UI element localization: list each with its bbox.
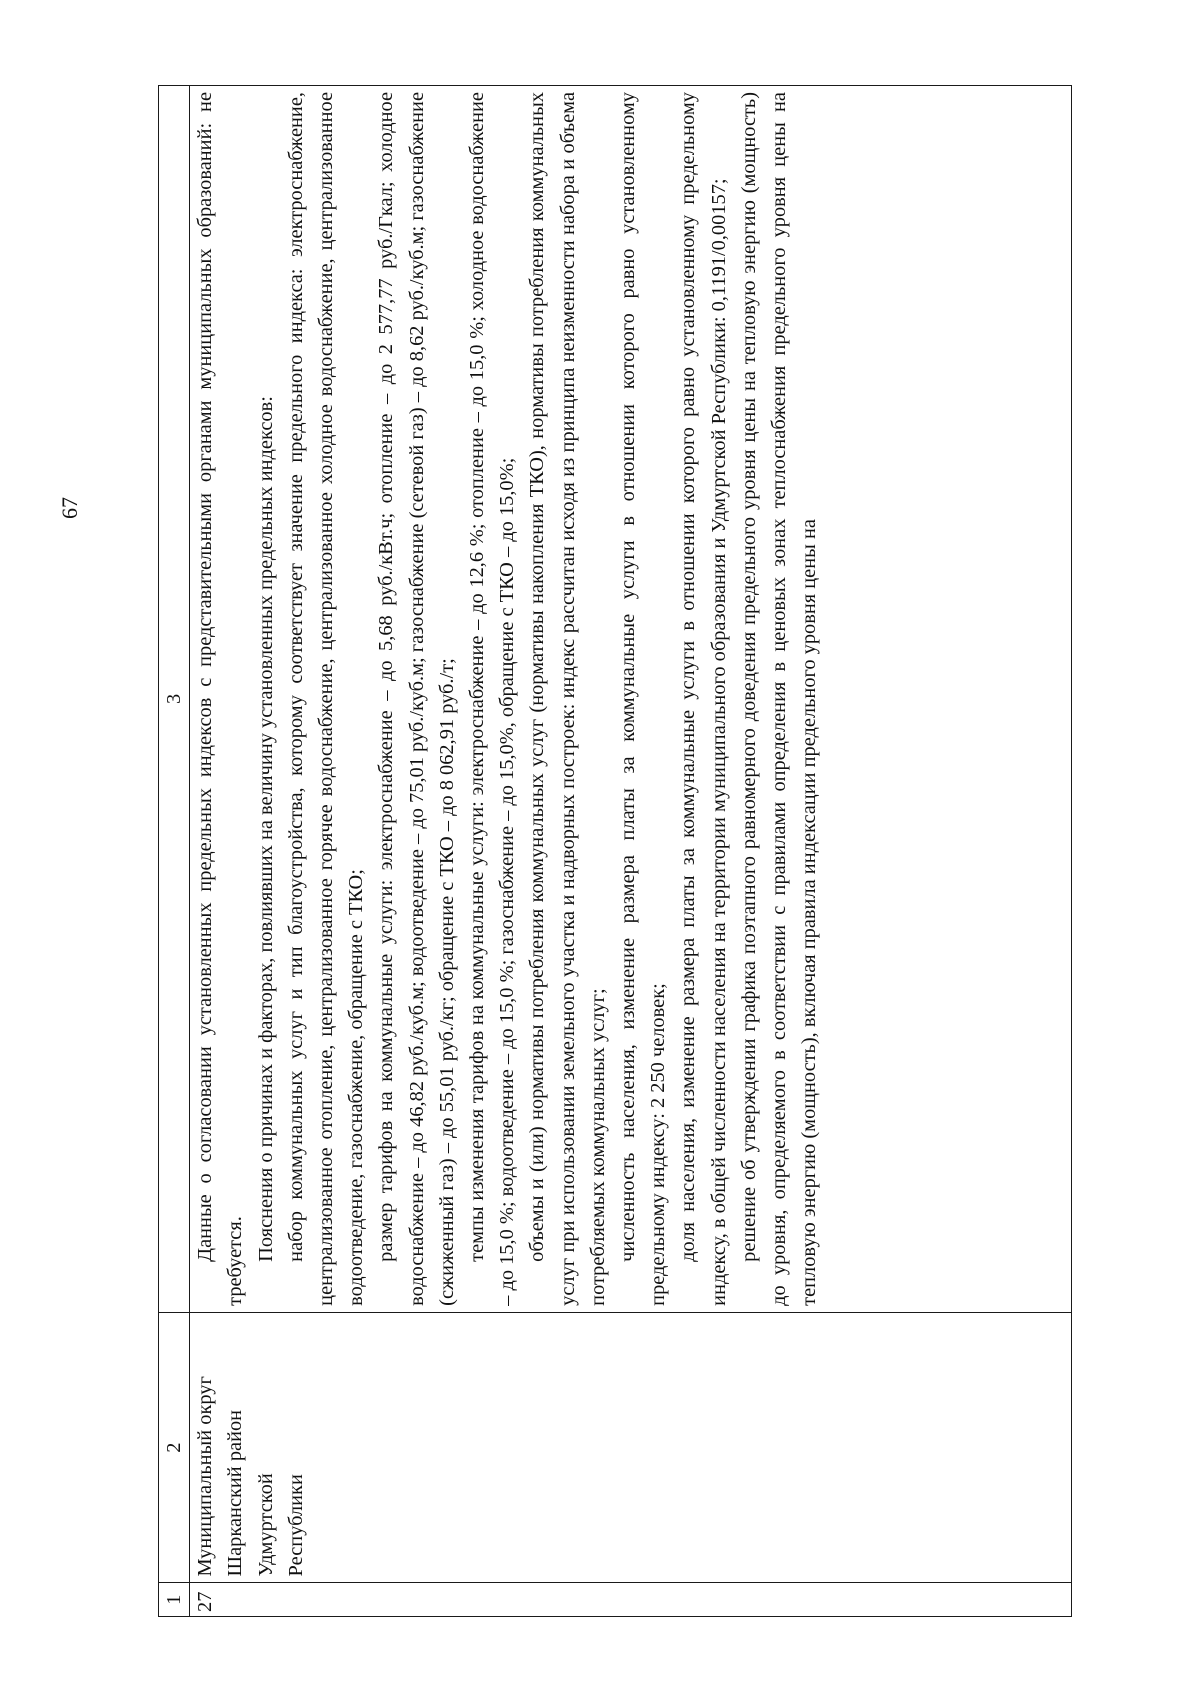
region-cell <box>190 1312 1072 1583</box>
paragraph-population: численность населения, изменение размера платы за коммунальные услуги в отношении которого равно установленному предельному индексу: 2 250 человек; <box>617 92 670 1306</box>
row-number-cell: 27 <box>190 1583 1072 1617</box>
page-number: 67 <box>57 497 82 519</box>
description-cell <box>190 86 1072 1313</box>
paragraph-heat-price: решение об утверждении графика поэтапного равномерного доведения предельного уровня цены на тепловую энергию (мощность) до уровня, определяемого в соответствии с правилами определения в ценовых зонах теплоснабжения предельного уровня цены на тепловую энергию (мощность), включая правила индексации предельного уровня цены на <box>737 92 821 1306</box>
region-line: Шарканский район <box>224 1409 247 1577</box>
paragraph-tariff-rates: темпы изменения тарифов на коммунальные услуги: электроснабжение – до 12,6 %; отопление – до 15,0 %; холодное водоснабжение – до 15,0 %; водоотведение – до 15,0 %; газоснабжение – до 15,0%, обращение с ТКО – до 15,0%; <box>466 92 519 1306</box>
region-line: Удмуртской <box>254 1473 277 1577</box>
paragraph-population-share: доля населения, изменение размера платы за коммунальные услуги в отношении которого равно установленному предельному индексу, в общей численности населения на территории муниципального образования и Удмуртской Республики: 0,1191/0,00157; <box>677 92 730 1306</box>
paragraph-consumption: объемы и (или) нормативы потребления коммунальных услуг (нормативы накопления ТКО), нормативы потребления коммунальных услуг при использовании земельного участка и надворных построек: индекс рассчитан исходя из принципа неизменности набора и объема потребляемых коммунальных услуг; <box>526 92 609 1306</box>
document-table <box>158 85 1072 1617</box>
paragraph-service-set: набор коммунальных услуг и тип благоустройства, которому соответствует значение предельного индекса: электроснабжение, централизованное отопление, централизованное горячее водоснабжение, централизованное холодное водоснабжение, централизованное водоотведение, газоснабжение, обращение с ТКО; <box>284 92 368 1306</box>
header-cell-1: 1 <box>159 1583 190 1617</box>
header-cell-2: 2 <box>159 1312 190 1583</box>
table-row <box>190 86 1072 1617</box>
region-line: Республики <box>284 1474 307 1577</box>
region-line: Муниципальный округ <box>194 1376 217 1577</box>
header-cell-3: 3 <box>159 86 190 1313</box>
table-header-row <box>159 86 190 1617</box>
paragraph-tariff-size: размер тарифов на коммунальные услуги: электроснабжение – до 5,68 руб./кВт.ч; отопление – до 2 577,77 руб./Гкал; холодное водоснабжение – до 46,82 руб./куб.м; водоотведение – до 75,01 руб./куб.м; газоснабжение (сетевой газ) – до 8,62 руб./куб.м; газоснабжение (сжиженный газ) – до 55,01 руб./кг; обращение с ТКО – до 8 062,91 руб./т; <box>375 92 458 1306</box>
paragraph-agreement: Данные о согласовании установленных предельных индексов с представительными органами муниципальных образований: не требуется. <box>194 92 247 1306</box>
paragraph-explanations: Пояснения о причинах и факторах, повлиявших на величину установленных предельных индексов: <box>254 396 277 1262</box>
rotated-table-wrapper <box>158 85 1072 1617</box>
